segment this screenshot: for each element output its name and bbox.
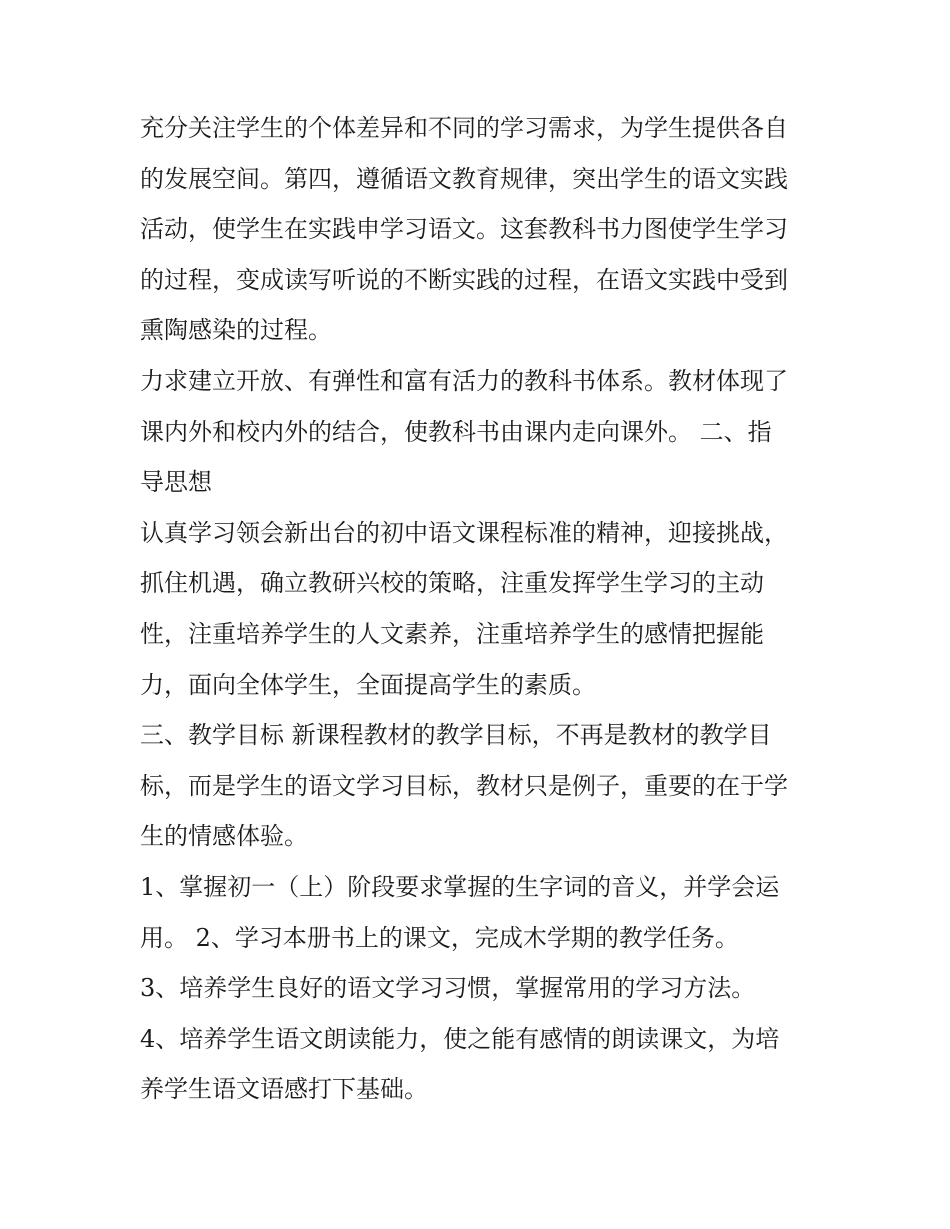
- section-heading-line: 导思想: [140, 468, 212, 497]
- text-line: 课内外和校内外的结合，使教科书由课内走向课外。 二、指: [140, 417, 772, 446]
- text-line: 活动，使学生在实践申学习语文。这套教科书力图使学生学习: [140, 215, 788, 244]
- text-line: 的发展空间。第四，遵循语文教育规律，突出学生的语文实践: [140, 164, 788, 193]
- text-line: 抓住机遇，确立教研兴校的策略，注重发挥学生学习的主动: [140, 569, 764, 598]
- text-line: 充分关注学生的个体差异和不同的学习需求，为学生提供各自: [140, 114, 788, 142]
- list-item-line: 1、掌握初一（上）阶段要求掌握的生字词的音义，并学会运: [140, 872, 780, 901]
- text-line: 认真学习领会新出台的初中语文课程标准的精神，迎接挑战，: [140, 518, 788, 547]
- document-body: [140, 103, 820, 1115]
- text-line: 三、教学目标 新课程教材的教学目标，不再是教材的教学目: [140, 721, 772, 750]
- text-line: 熏陶感染的过程。: [140, 316, 332, 345]
- text-line: 力，面向全体学生，全面提高学生的素质。: [140, 670, 596, 699]
- list-item-line: 3、培养学生良好的语文学习习惯，掌握常用的学习方法。: [140, 974, 756, 1003]
- text-line: 性，注重培养学生的人文素养，注重培养学生的感情把握能: [140, 619, 764, 648]
- text-line: 的过程，变成读写听说的不断实践的过程，在语文实践中受到: [140, 265, 788, 294]
- text-line: 生的情感体验。: [140, 822, 308, 851]
- list-item-line: 4、培养学生语文朗读能力，使之能有感情的朗读课文，为培: [140, 1024, 780, 1053]
- text-line: 标，而是学生的语文学习目标，教材只是例子，重要的在于学: [140, 771, 788, 800]
- list-item-line: 养学生语文语感打下基础。: [140, 1075, 428, 1104]
- text-line: 力求建立开放、有弹性和富有活力的教科书体系。教材体现了: [140, 366, 788, 395]
- list-item-line: 用。 2、学习本册书上的课文，完成木学期的教学任务。: [140, 923, 739, 952]
